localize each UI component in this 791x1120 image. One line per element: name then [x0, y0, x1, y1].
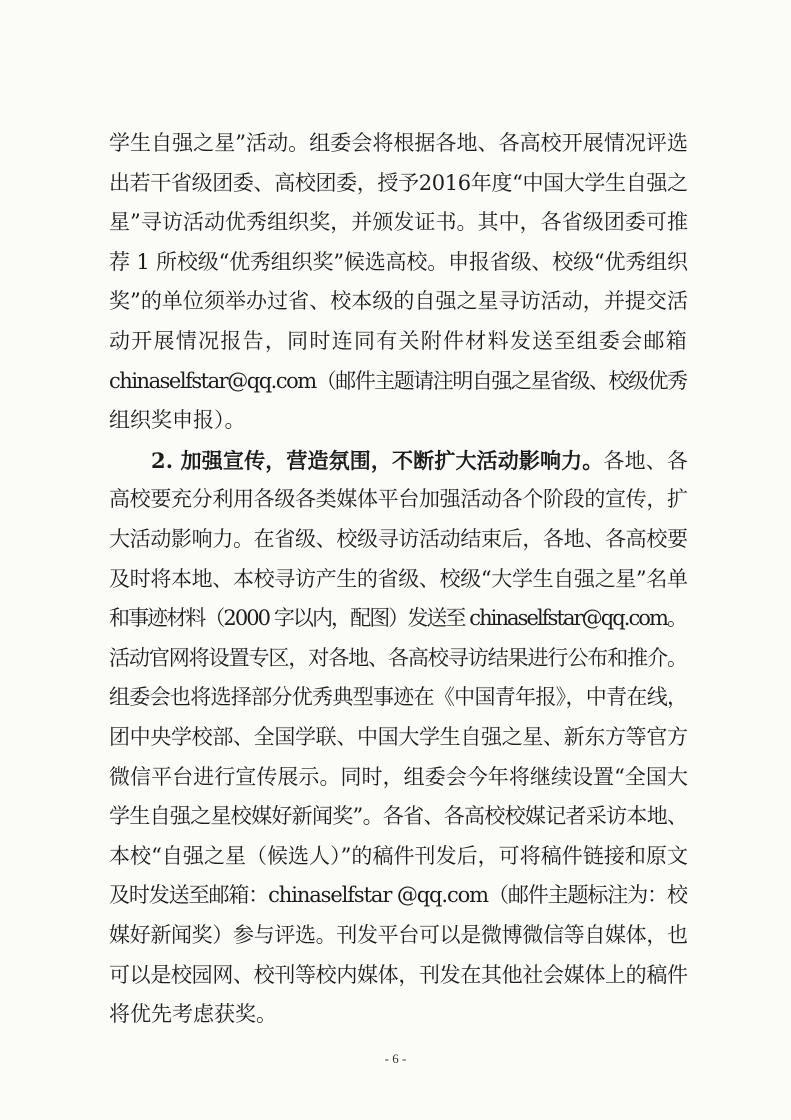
text-line [151, 450, 688, 472]
text-line [109, 608, 686, 629]
bold-heading: 2. 加强宣传，营造氛围，不断扩大活动影响力。 [151, 448, 604, 473]
line-text: 学生自强之星”活动。组委会将根据各地、各高校开展情况评选 [109, 131, 688, 155]
text-line [109, 489, 688, 510]
text-line [109, 331, 688, 352]
line-text: 及时将本地、本校寻访产生的省级、校级“大学生自强之星”名单 [109, 567, 688, 591]
line-text: 媒好新闻奖）参与评选。刊发平台可以是微博微信等自媒体，也 [109, 923, 688, 947]
line-text: 学生自强之星校媒好新闻奖”。各省、各高校校媒记者采访本地、 [109, 804, 688, 828]
text-line [109, 965, 688, 986]
line-text: 可以是校园网、校刊等校内媒体，刊发在其他社会媒体上的稿件 [109, 963, 688, 987]
text-line [109, 767, 688, 788]
line-text: 荐 1 所校级“优秀组织奖”候选高校。申报省级、校级“优秀组织 [109, 250, 688, 274]
line-text: 出若干省级团委、高校团委，授予2016年度“中国大学生自强之 [109, 171, 688, 195]
line-text: chinaselfstar@qq.com（邮件主题请注明自强之星省级、校级优秀 [109, 369, 687, 393]
text-line [109, 885, 687, 906]
line-text: 及时发送至邮箱：chinaselfstar @qq.com（邮件主题标注为：校 [109, 883, 687, 907]
line-text: 星”寻访活动优秀组织奖，并颁发证书。其中，各省级团委可推 [109, 210, 688, 234]
line-text: 奖”的单位须举办过省、校本级的自强之星寻访活动，并提交活 [109, 289, 688, 313]
line-text: 将优先考虑获奖。 [109, 1002, 277, 1026]
text-line [109, 410, 246, 431]
text-line [109, 806, 687, 827]
line-text: 团中央学校部、全国学联、中国大学生自强之星、新东方等官方 [109, 725, 688, 749]
text-line [109, 1004, 277, 1025]
text-line [109, 133, 688, 154]
text-line [109, 252, 688, 273]
text-line [109, 529, 688, 550]
line-text: 微信平台进行宣传展示。同时，组委会今年将继续设置“全国大 [109, 765, 688, 789]
page-number: - 6 - [384, 1051, 407, 1066]
line-text: 动开展情况报告，同时连同有关附件材料发送至组委会邮箱 [109, 329, 688, 353]
line-text: 本校“自强之星（候选人）”的稿件刊发后，可将稿件链接和原文 [109, 844, 688, 868]
text-line [109, 925, 688, 946]
text-line [109, 648, 687, 669]
line-text: 组织奖申报）。 [109, 408, 246, 432]
text-line [109, 846, 688, 867]
text-line [109, 173, 688, 194]
line-text: 活动官网将设置专区，对各地、各高校寻访结果进行公布和推介。 [109, 646, 687, 670]
line-text: 各地、各 [603, 449, 688, 473]
text-line [109, 687, 687, 708]
text-line [109, 727, 688, 748]
text-line [109, 569, 688, 590]
text-line [109, 371, 687, 392]
text-line [109, 291, 688, 312]
line-text: 高校要充分利用各级各类媒体平台加强活动各个阶段的宣传，扩 [109, 487, 688, 511]
text-line [109, 212, 688, 233]
line-text: 组委会也将选择部分优秀典型事迹在《中国青年报》，中青在线， [109, 685, 688, 709]
line-text: 大活动影响力。在省级、校级寻访活动结束后，各地、各高校要 [109, 527, 688, 551]
line-text: 和事迹材料（2000 字以内，配图）发送至 chinaselfstar@qq.com。 [109, 606, 687, 630]
